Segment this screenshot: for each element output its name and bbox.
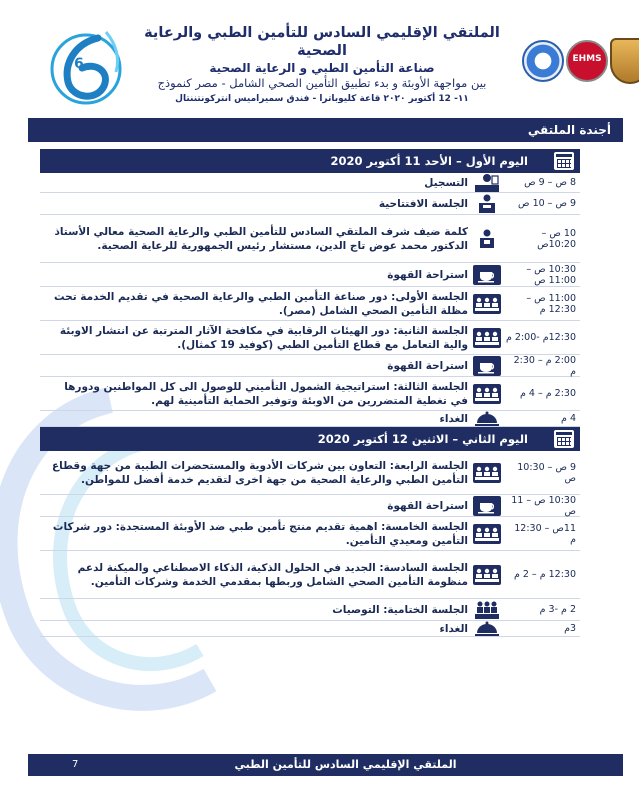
calendar-icon [554,430,574,448]
arab-union-logo [522,40,564,82]
forum-logo-number: 6 [74,56,84,72]
session-time-text: 11ص – 12:30 م [514,522,576,545]
session-description [46,321,468,354]
sponsor-logos [522,38,639,92]
session-description-text: كلمة ضيف شرف الملتقي السادس للتأمين الطبي والرعاية الصحية معالي الأستاذ الدكتور محمد عوض تاج الدين، مستشار رئيس الجمهورية للرعاية الصحية. [54,225,468,252]
session-time-text: 10:30 ص – 11 ص [511,494,576,517]
session-description [46,287,468,320]
footer-bar [28,754,623,776]
panel-icon [470,287,504,320]
session-time [506,173,580,192]
ehms-logo-text: EHMS [572,54,602,64]
session-time [506,215,580,262]
forum-subtitle: صناعة التأمين الطبي و الرعاية الصحية [209,61,435,75]
session-description-text: التسجيل [424,176,468,189]
session-time [506,263,580,286]
session-row [40,621,580,637]
session-row [40,321,580,355]
session-description [46,173,468,192]
session-time-text: 4 م [561,413,576,424]
day-header-1 [40,149,580,173]
ehms-logo [566,40,608,82]
session-description-text: استراحة القهوة [387,268,468,281]
forum-theme: بين مواجهة الأوبئة و بدء تطبيق التأمين الصحي الشامل - مصر كنموذج [157,76,487,90]
session-description-text: الجلسة الثالثة: استراتيجية الشمول التأميني للوصول الى كل المواطنين ودورها في تغطية المتضررين من الاوبئة وتوفير الحماية التأمينية لهم. [64,380,468,407]
session-description [46,411,468,426]
session-description-text: الجلسة الختامية: التوصيات [332,603,468,616]
panel-icon [470,451,504,494]
session-description-text: استراحة القهوة [387,499,468,512]
forum-title: الملتقي الإقليمي السادس للتأمين الطبي والرعاية الصحية [144,25,500,59]
session-row [40,495,580,517]
session-time-text: 10 ص – 10:20ص [537,227,576,250]
session-description-text: الجلسة الخامسة: اهمية تقديم منتج تأمين طبي ضد الأوبئة المستجدة: دور شركات التأمين ومعيدي التأمين. [52,520,468,547]
session-description [46,517,468,550]
session-time [506,621,580,636]
session-description [46,377,468,410]
forum-six-logo [46,24,126,110]
header-text [122,24,522,106]
session-time-text: 10:30 ص – 11:00 ص [526,263,576,286]
session-time [506,495,580,516]
panel-icon [470,517,504,550]
session-time [506,599,580,620]
day-title: اليوم الثاني – الاثنين 12 أكتوبر 2020 [317,432,528,446]
session-description-text: الغداء [439,412,468,425]
coffee-icon [470,263,504,286]
session-time [506,355,580,376]
lunch-icon [470,411,504,426]
agenda-title-bar [28,118,623,142]
session-time [506,411,580,426]
session-time-text: 8 ص – 9 ص [524,177,576,188]
session-row [40,377,580,411]
session-row [40,287,580,321]
session-time-text: 2 م -3 م [539,604,576,615]
session-time-text: 12:30م -2:00 م [506,332,576,343]
podium-icon [470,193,504,214]
panel-icon [470,321,504,354]
speaker-icon [470,215,504,262]
session-description-text: الجلسة الأولى: دور صناعة التأمين الطبي والرعاية الصحية في تقديم الخدمة تحت مظلة التأمين الصحي الشامل (مصر). [54,290,468,317]
session-row [40,411,580,427]
session-time-text: 11:00 ص – 12:30 م [526,292,576,315]
session-description [46,355,468,376]
calendar-icon [554,152,574,170]
header [40,22,625,112]
session-description-text: الجلسة الافتتاحية [378,197,468,210]
session-description-text: استراحة القهوة [387,359,468,372]
agenda-table [40,149,580,637]
coffee-icon [470,355,504,376]
session-time-text: 3م [564,623,576,634]
closing-icon [470,599,504,620]
session-time [506,517,580,550]
session-row [40,355,580,377]
session-time [506,377,580,410]
page-number: 7 [72,759,79,770]
session-description-text: الجلسة السادسة: الجديد في الحلول الذكية، الذكاء الاصطناعي والميكنة لدعم منظومة التأمين الصحي الشامل وربطها بمقدمي الخدمة وشركات التأمين. [77,561,468,588]
session-row [40,451,580,495]
session-description [46,599,468,620]
forum-date-venue: ١١- 12 أكتوبر ٢٠٢٠ قاعة كليوباترا - فندق سميراميس انتركونتننتال [175,94,469,104]
session-description [46,495,468,516]
session-time-text: 2:00 م – 2:30 م [513,354,576,377]
session-description-text: الجلسة الرابعة: التعاون بين شركات الأدوية والمستحضرات الطبية من جهة وقطاع التأمين الطبي والرعاية الصحية من جهة اخرى لتقديم خدمة أفضل للمواطن. [51,459,468,486]
session-row [40,193,580,215]
session-description-text: الجلسة الثانية: دور الهيئات الرقابية في مكافحة الآثار المترتبة عن انتشار الاوبئة والية التعامل مع قطاع التأمين الطبي (كوفيد 19 كمثال). [59,324,468,351]
session-row [40,215,580,263]
session-row [40,551,580,599]
session-description [46,451,468,494]
day-title: اليوم الأول – الأحد 11 أكتوبر 2020 [330,154,528,168]
federation-shield-logo [610,38,639,84]
footer-title: الملتقي الإقليمي السادس للتأمين الطبي [234,758,457,771]
session-description [46,215,468,262]
session-time [506,321,580,354]
session-row [40,517,580,551]
session-time-text: 9 ص – 10:30 ص [517,461,576,484]
session-description [46,193,468,214]
agenda-title: أجندة الملتقي [527,123,611,137]
session-row [40,173,580,193]
session-time [506,451,580,494]
session-time [506,193,580,214]
session-description [46,551,468,598]
session-time-text: 9 ص – 10 ص [518,198,576,209]
session-time-text: 12:30 م – 2 م [513,569,576,580]
session-description [46,263,468,286]
panel-icon [470,551,504,598]
session-time [506,551,580,598]
session-time [506,287,580,320]
lunch-icon [470,621,504,636]
session-description [46,621,468,636]
panel-icon [470,377,504,410]
session-description-text: الغداء [439,622,468,635]
session-row [40,263,580,287]
session-time-text: 2:30 م – 4 م [520,388,576,399]
day-header-2 [40,427,580,451]
registration-icon [470,173,504,192]
coffee-icon [470,495,504,516]
